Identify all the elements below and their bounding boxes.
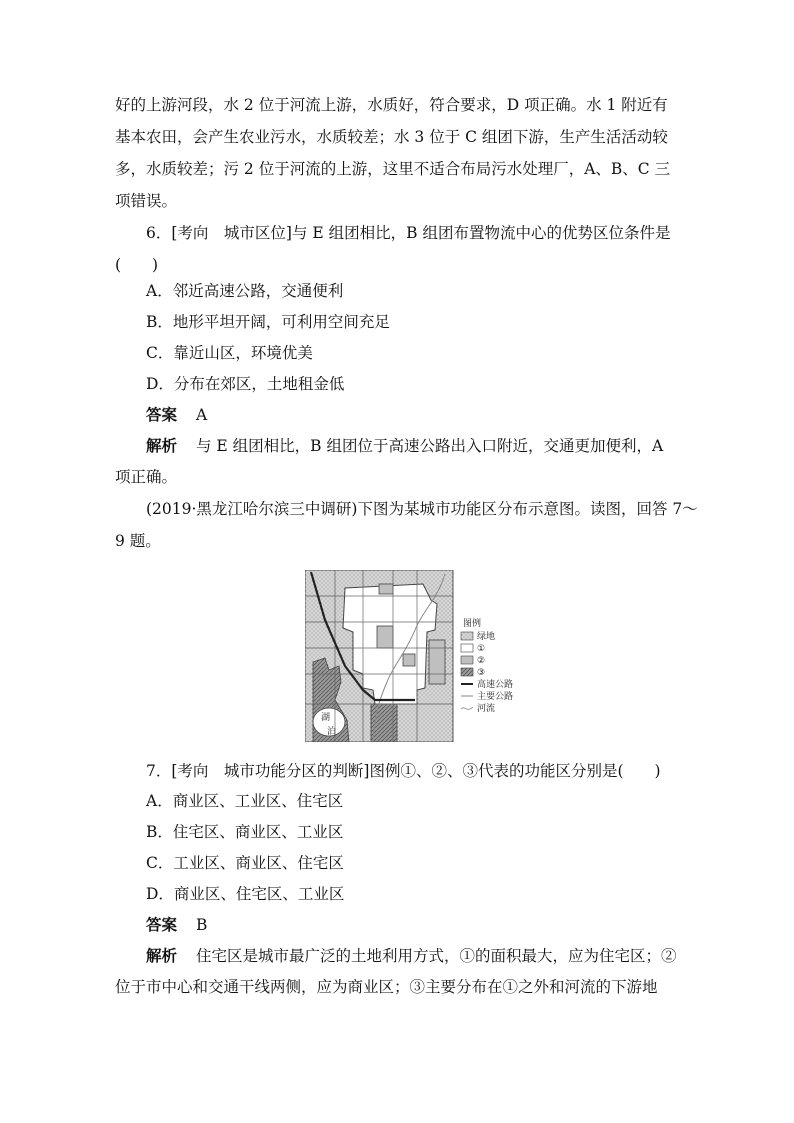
map-commercial-block xyxy=(377,626,393,648)
option-b: B．地形平坦开阔，可利用空间充足 xyxy=(146,313,390,331)
option-a: A．邻近高速公路，交通便利 xyxy=(146,282,344,300)
answer-line xyxy=(146,405,207,425)
legend-label: 绿地 xyxy=(477,632,496,642)
analysis-text: 住宅区是城市最广泛的土地利用方式，①的面积最大，应为住宅区；② xyxy=(195,947,677,965)
legend-label: ③ xyxy=(477,668,486,678)
map-commercial-block xyxy=(429,640,445,684)
option-d: D．分布在郊区，土地租金低 xyxy=(146,375,345,393)
legend-swatch-green xyxy=(461,632,473,640)
analysis-label: 解析 xyxy=(146,436,178,455)
legend-label: 高速公路 xyxy=(477,680,514,690)
paragraph-line: 基本农田，会产生农业污水，水质较差；水 3 位于 C 组团下游，生产生活活动较 xyxy=(115,128,668,146)
map-legend xyxy=(461,617,513,714)
analysis-line xyxy=(146,436,663,456)
paragraph-line: 好的上游河段，水 2 位于河流上游，水质好，符合要求，D 项正确。水 1 附近有 xyxy=(115,96,668,114)
answer-label: 答案 xyxy=(146,405,178,424)
intro-line: 9 题。 xyxy=(115,532,161,550)
legend-swatch-2 xyxy=(461,656,473,664)
legend-label: ① xyxy=(477,644,486,654)
question-6-paren: ( ) xyxy=(115,256,159,274)
legend-label: ② xyxy=(477,656,486,666)
legend-swatch-river xyxy=(461,707,473,709)
paragraph-line: 项错误。 xyxy=(115,192,178,210)
map-lake-label: 泊 xyxy=(327,727,337,737)
legend-label: 主要公路 xyxy=(477,692,514,702)
map-lake-label: 湖 xyxy=(321,713,331,723)
analysis-text-cont: 项正确。 xyxy=(115,468,178,486)
answer-label: 答案 xyxy=(146,915,178,934)
legend-label: 河流 xyxy=(477,704,496,714)
option-d: D．商业区、住宅区、工业区 xyxy=(146,885,345,903)
analysis-text-cont: 位于市中心和交通干线两侧，应为商业区；③主要分布在①之外和河流的下游地 xyxy=(115,978,658,996)
option-c: C．靠近山区，环境优美 xyxy=(146,344,313,362)
option-b: B．住宅区、商业区、工业区 xyxy=(146,823,344,841)
analysis-line xyxy=(146,946,676,966)
paragraph-line: 多，水质较差；污 2 位于河流的上游，这里不适合布局污水处理厂，A、B、C 三 xyxy=(115,160,671,178)
intro-line: (2019·黑龙江哈尔滨三中调研)下图为某城市功能区分布示意图。读图，回答 7～ xyxy=(146,500,698,518)
map-commercial-block xyxy=(379,584,393,594)
question-7-stem: 7．[考向 城市功能分区的判断]图例①、②、③代表的功能区分别是( ) xyxy=(146,762,661,780)
answer-value: B xyxy=(195,916,208,934)
question-6-stem: 6．[考向 城市区位]与 E 组团相比，B 组团布置物流中心的优势区位条件是 xyxy=(146,224,671,242)
option-c: C．工业区、商业区、住宅区 xyxy=(146,854,344,872)
analysis-label: 解析 xyxy=(146,946,178,965)
legend-swatch-3 xyxy=(461,668,473,676)
option-a: A．商业区、工业区、住宅区 xyxy=(146,792,344,810)
map-commercial-block xyxy=(403,654,415,666)
city-function-map xyxy=(305,570,545,742)
answer-value: A xyxy=(195,406,208,424)
analysis-text: 与 E 组团相比，B 组团位于高速公路出入口附近，交通更加便利，A xyxy=(195,437,664,455)
legend-title: 图例 xyxy=(463,619,482,629)
answer-line xyxy=(146,915,207,935)
legend-swatch-1 xyxy=(461,644,473,652)
